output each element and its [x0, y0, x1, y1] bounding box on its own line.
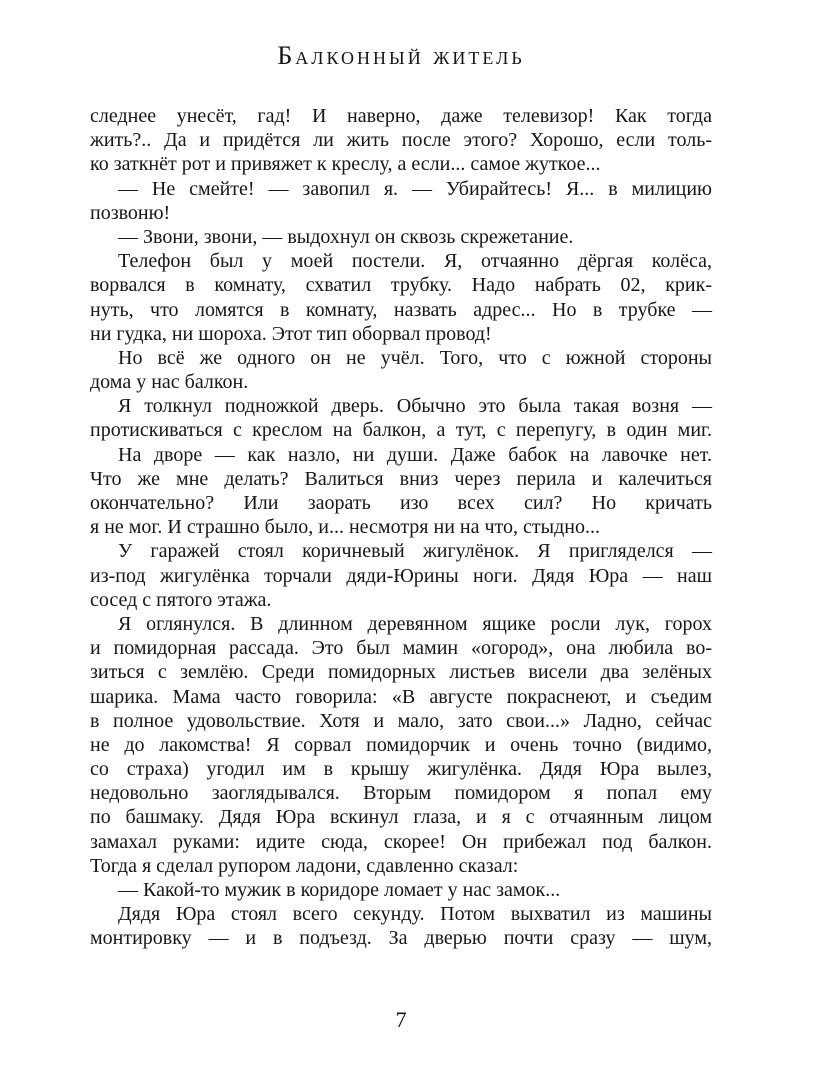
text-line: ни гудка, ни шороха. Этот тип оборвал провод!: [90, 322, 492, 345]
text-line: нуть, что ломятся в комнату, назвать адрес... Но в трубке —: [90, 298, 712, 321]
text-line: следнее унесёт, гад! И наверно, даже телевизор! Как тогда: [90, 105, 712, 127]
chapter-running-title: Балконный житель: [277, 41, 525, 70]
text-line: из-под жигулёнка торчали дяди-Юрины ноги. Дядя Юра — наш: [90, 564, 712, 587]
text-line: протискиваться с креслом на балкон, а тут, с перепугу, в один миг.: [90, 419, 712, 442]
text-line: не до лакомства! Я сорвал помидорчик и очень точно (видимо,: [90, 733, 712, 756]
text-line: — Не смейте! — завопил я. — Убирайтесь! Я... в милицию: [118, 177, 712, 200]
text-line: Но всё же одного он не учёл. Того, что с южной стороны: [118, 346, 712, 369]
text-line: я не мог. И страшно было, и... несмотря ни на что, стыдно...: [90, 516, 600, 539]
text-line: сосед с пятого этажа.: [90, 588, 272, 611]
text-line: в полное удовольствие. Хотя и мало, зато свои...» Ладно, сейчас: [90, 709, 712, 732]
text-line: и помидорная рассада. Это был мамин «огород», она любила во-: [90, 637, 712, 660]
text-block: [90, 104, 712, 951]
text-line: На дворе — как назло, ни души. Даже бабок на лавочке нет.: [118, 443, 712, 466]
text-line: дома у нас балкон.: [90, 371, 249, 394]
text-line: шарика. Мама часто говорила: «В августе покраснеют, и съедим: [90, 685, 712, 708]
text-line: монтировку — и в подъезд. За дверью почти сразу — шум,: [90, 927, 712, 950]
text-line: Что же мне делать? Валиться вниз через перила и калечиться: [90, 467, 712, 490]
text-line: позвоню!: [90, 201, 171, 224]
text-line: Дядя Юра стоял всего секунду. Потом выхватил из машины: [118, 903, 712, 926]
text-line: окончательно? Или заорать изо всех сил? Но кричать: [90, 492, 712, 514]
page-number: 7: [395, 1007, 407, 1032]
text-line: замахал руками: идите сюда, скорее! Он прибежал под балкон.: [90, 830, 712, 853]
text-line: Я толкнул подножкой дверь. Обычно это была такая возня —: [118, 395, 712, 418]
text-line: У гаражей стоял коричневый жигулёнок. Я пригляделся —: [118, 540, 712, 563]
text-line: Телефон был у моей постели. Я, отчаянно дёргая колёса,: [118, 250, 712, 273]
text-line: — Какой-то мужик в коридоре ломает у нас замок...: [118, 879, 561, 901]
text-line: — Звони, звони, — выдохнул он сквозь скрежетание.: [118, 225, 574, 248]
text-line: по башмаку. Дядя Юра вскинул глаза, и я с отчаянным лицом: [90, 806, 712, 829]
text-line: жить?.. Да и придётся ли жить после этого? Хорошо, если толь-: [90, 129, 712, 152]
text-line: ворвался в комнату, схватил трубку. Надо набрать 02, крик-: [90, 274, 712, 297]
text-line: со страха) угодил им в крышу жигулёнка. Дядя Юра вылез,: [90, 758, 712, 781]
text-line: Я оглянулся. В длинном деревянном ящике росли лук, горох: [118, 612, 712, 635]
text-line: Тогда я сделал рупором ладони, сдавленно сказал:: [90, 854, 519, 877]
text-line: зиться с землёю. Среди помидорных листьев висели два зелёных: [90, 661, 712, 684]
text-line: ко заткнёт рот и привяжет к креслу, а если... самое жуткое...: [90, 153, 601, 176]
text-line: недовольно заоглядывался. Вторым помидором я попал ему: [90, 782, 712, 805]
